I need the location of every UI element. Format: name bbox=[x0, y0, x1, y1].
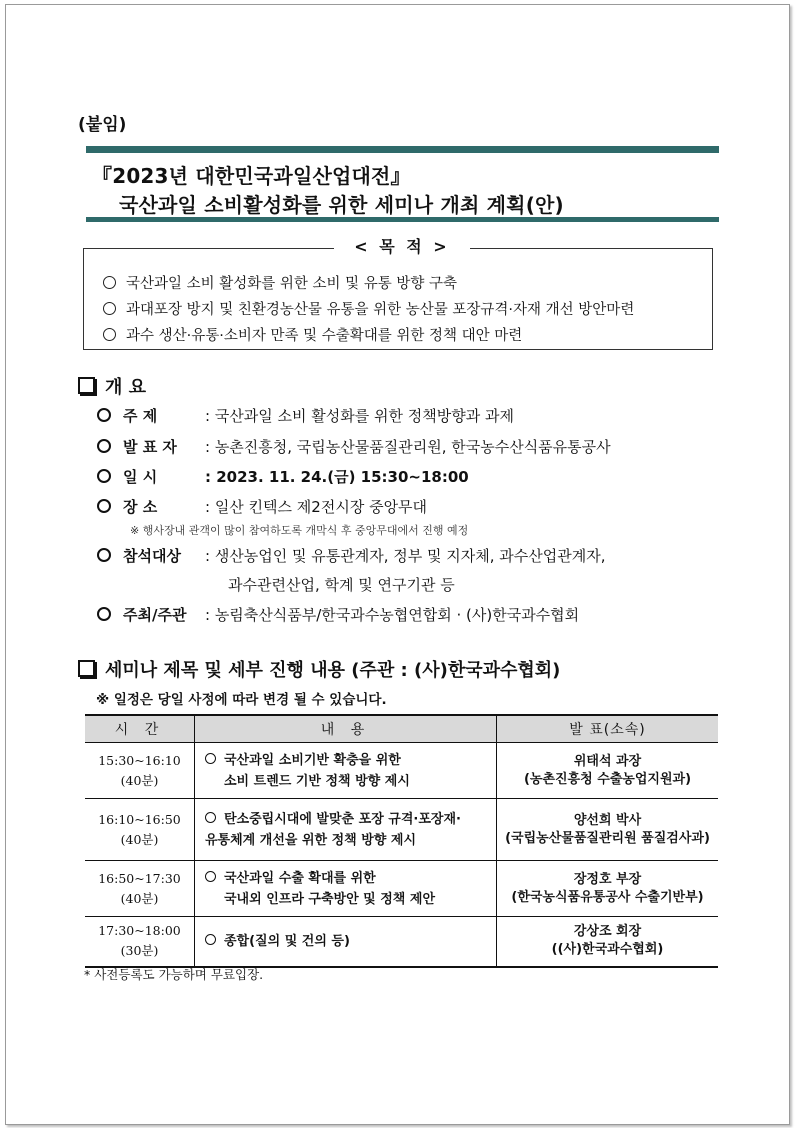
overview-row-organizers: 주최/주관 : 농림축산식품부/한국과수농협연합회 · (사)한국과수협회 bbox=[97, 604, 579, 625]
purpose-item: 과대포장 방지 및 친환경농산물 유통을 위한 농산물 포장규격·자재 개선 방안마련 bbox=[103, 298, 634, 319]
circle-bullet-icon bbox=[205, 934, 216, 945]
column-header-time: 시 간 bbox=[85, 715, 195, 743]
time-cell: 17:30~18:00 (30분) bbox=[85, 917, 195, 967]
circle-bullet-icon bbox=[103, 302, 116, 315]
column-header-content: 내 용 bbox=[195, 715, 497, 743]
presenter-cell: 양선희 박사 (국립농산물품질관리원 품질검사과) bbox=[497, 799, 719, 861]
circle-bullet-icon bbox=[97, 469, 111, 483]
column-header-presenter: 발 표(소속) bbox=[497, 715, 719, 743]
circle-bullet-icon bbox=[97, 408, 111, 422]
content-cell: 국산과일 소비기반 확충을 위한 소비 트렌드 기반 정책 방향 제시 bbox=[195, 743, 497, 799]
venue-note: ※ 행사장내 관객이 많이 참여하도록 개막식 후 중앙무대에서 진행 예정 bbox=[130, 524, 469, 537]
presenter-cell: 위태석 과장 (농촌진흥청 수출농업지원과) bbox=[497, 743, 719, 799]
checkbox-square-icon bbox=[78, 660, 95, 677]
attendees-continued: 과수관련산업, 학계 및 연구기관 등 bbox=[228, 576, 455, 594]
overview-row-venue: 장 소 : 일산 킨텍스 제2전시장 중앙무대 bbox=[97, 496, 427, 517]
content-cell: 종합(질의 및 건의 등) bbox=[195, 917, 497, 967]
circle-bullet-icon bbox=[205, 753, 216, 764]
circle-bullet-icon bbox=[97, 499, 111, 513]
table-row bbox=[85, 861, 718, 917]
table-row bbox=[85, 743, 718, 799]
circle-bullet-icon bbox=[205, 812, 216, 823]
title-bottom-rule bbox=[86, 217, 719, 222]
overview-row-topic: 주 제 : 국산과일 소비 활성화를 위한 정책방향과 과제 bbox=[97, 405, 514, 426]
schedule-change-note: ※ 일정은 당일 사정에 따라 변경 될 수 있습니다. bbox=[96, 692, 387, 708]
overview-row-datetime: 일 시 : 2023. 11. 24.(금) 15:30~18:00 bbox=[97, 466, 469, 487]
time-cell: 15:30~16:10 (40분) bbox=[85, 743, 195, 799]
checkbox-square-icon bbox=[78, 377, 95, 394]
circle-bullet-icon bbox=[97, 607, 111, 621]
presenter-cell: 장정호 부장 (한국농식품유통공사 수출기반부) bbox=[497, 861, 719, 917]
circle-bullet-icon bbox=[103, 328, 116, 341]
content-cell: 국산과일 수출 확대를 위한 국내외 인프라 구축방안 및 정책 제안 bbox=[195, 861, 497, 917]
time-cell: 16:10~16:50 (40분) bbox=[85, 799, 195, 861]
purpose-item: 국산과일 소비 활성화를 위한 소비 및 유통 방향 구축 bbox=[103, 272, 457, 293]
footnote: * 사전등록도 가능하며 무료입장. bbox=[84, 967, 264, 982]
schedule-table bbox=[85, 714, 718, 968]
overview-row-presenters: 발 표 자 : 농촌진흥청, 국립농산물품질관리원, 한국농수산식품유통공사 bbox=[97, 436, 611, 457]
circle-bullet-icon bbox=[97, 439, 111, 453]
title-top-rule bbox=[86, 146, 719, 153]
title-line-1: 『2023년 대한민국과일산업대전』 bbox=[92, 164, 411, 188]
purpose-item: 과수 생산·유통·소비자 만족 및 수출확대를 위한 정책 대안 마련 bbox=[103, 324, 522, 345]
table-row bbox=[85, 917, 718, 967]
presenter-cell: 강상조 회장 ((사)한국과수협회) bbox=[497, 917, 719, 967]
overview-row-attendees: 참석대상 : 생산농업인 및 유통관계자, 정부 및 지자체, 과수산업관계자, bbox=[97, 545, 606, 566]
circle-bullet-icon bbox=[205, 871, 216, 882]
seminar-heading: 세미나 제목 및 세부 진행 내용 (주관 : (사)한국과수협회) bbox=[78, 656, 560, 682]
time-cell: 16:50~17:30 (40분) bbox=[85, 861, 195, 917]
content-cell: 탄소중립시대에 발맞춘 포장 규격·포장재· 유통체계 개선을 위한 정책 방향 제시 bbox=[195, 799, 497, 861]
purpose-heading: < 목 적 > bbox=[334, 234, 470, 257]
attachment-label: (붙임) bbox=[78, 115, 127, 135]
table-header-row bbox=[85, 715, 718, 743]
circle-bullet-icon bbox=[97, 548, 111, 562]
circle-bullet-icon bbox=[103, 276, 116, 289]
table-row bbox=[85, 799, 718, 861]
title-line-2: 국산과일 소비활성화를 위한 세미나 개최 계획(안) bbox=[119, 193, 564, 217]
overview-heading: 개 요 bbox=[78, 373, 146, 399]
